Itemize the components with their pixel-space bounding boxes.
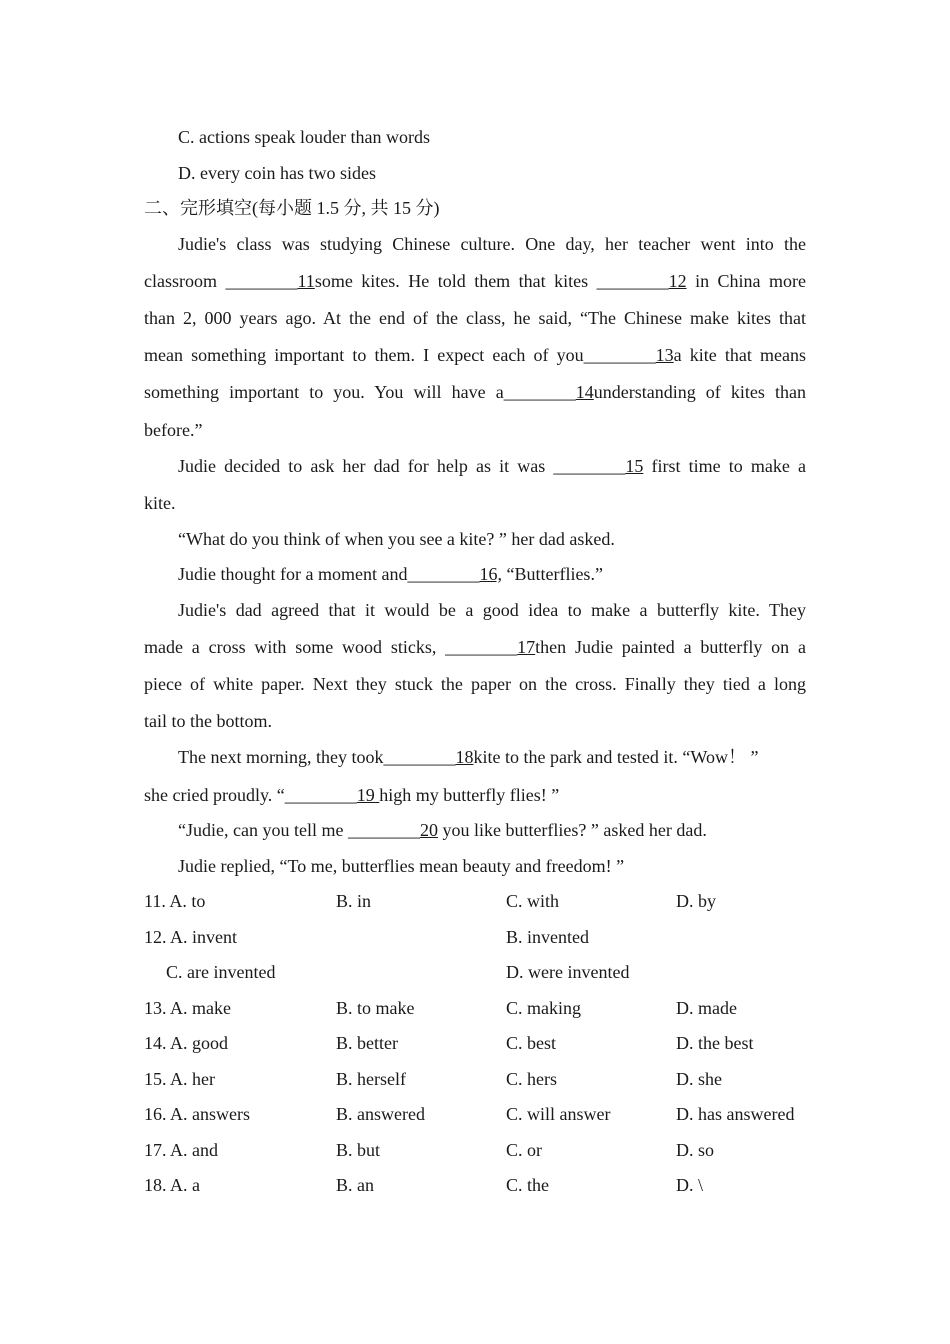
option-a: 16. A. answers bbox=[144, 1104, 250, 1124]
passage-line: Judie decided to ask her dad for help as it was ________15 first time to make a bbox=[178, 456, 806, 476]
option-a: 13. A. make bbox=[144, 998, 231, 1018]
passage-line: Judie's dad agreed that it would be a good idea to make a butterfly kite. They bbox=[178, 600, 806, 620]
passage-line: Judie thought for a moment and________16, “Butterflies.” bbox=[178, 564, 603, 584]
option-d: D. the best bbox=[676, 1033, 754, 1053]
passage-line: before.” bbox=[144, 420, 203, 440]
option-c: C. with bbox=[506, 891, 560, 911]
passage-line: she cried proudly. “________19 high my butterfly flies! ” bbox=[144, 785, 560, 805]
passage-line: tail to the bottom. bbox=[144, 711, 272, 731]
option-c: C. the bbox=[506, 1175, 549, 1195]
option-b: B. to make bbox=[336, 998, 415, 1018]
option-a: 18. A. a bbox=[144, 1175, 200, 1195]
passage-line: something important to you. You will have a________14understanding of kites than bbox=[144, 382, 806, 402]
passage-line: piece of white paper. Next they stuck the paper on the cross. Finally they tied a long bbox=[144, 674, 806, 694]
passage-line: Judie's class was studying Chinese culture. One day, her teacher went into the bbox=[178, 234, 806, 254]
option-c: C. will answer bbox=[506, 1104, 611, 1124]
option-b: B. but bbox=[336, 1140, 381, 1160]
option-d: D. made bbox=[676, 998, 737, 1018]
option-a: 17. A. and bbox=[144, 1140, 218, 1160]
blank-12: 12 bbox=[668, 271, 687, 291]
passage-line: mean something important to them. I expect each of you________13a kite that means bbox=[144, 345, 806, 365]
passage-line: than 2, 000 years ago. At the end of the class, he said, “The Chinese make kites that bbox=[144, 308, 806, 328]
option-c: C. best bbox=[506, 1033, 557, 1053]
blank-11: 11 bbox=[297, 271, 315, 291]
passage-line: Judie replied, “To me, butterflies mean beauty and freedom! ” bbox=[178, 856, 625, 876]
passage-line: classroom ________11some kites. He told them that kites ________12 in China more bbox=[144, 271, 806, 291]
passage-line: “What do you think of when you see a kite? ” her dad asked. bbox=[178, 529, 615, 549]
option-d: D. has answered bbox=[676, 1104, 795, 1124]
option-b: B. herself bbox=[336, 1069, 406, 1089]
option-b: B. an bbox=[336, 1175, 374, 1195]
option-d: D. she bbox=[676, 1069, 722, 1089]
blank-15: 15 bbox=[625, 456, 644, 476]
blank-13: 13 bbox=[655, 345, 674, 365]
blank-16: 16, bbox=[479, 564, 502, 584]
passage-line: kite. bbox=[144, 493, 176, 513]
option-c: C. or bbox=[506, 1140, 542, 1160]
blank-19: 19 bbox=[356, 785, 380, 805]
option-b: B. answered bbox=[336, 1104, 425, 1124]
option-c: C. hers bbox=[506, 1069, 557, 1089]
option-c: C. making bbox=[506, 998, 581, 1018]
blank-17: 17 bbox=[517, 637, 536, 657]
option-b: B. in bbox=[336, 891, 372, 911]
option-a: 12. A. invent bbox=[144, 927, 237, 947]
passage-line: The next morning, they took________18kite to the park and tested it. “Wow！ ” bbox=[178, 747, 759, 767]
option-b: B. better bbox=[336, 1033, 398, 1053]
option-d: D. \ bbox=[676, 1175, 703, 1195]
section-title: 二、完形填空(每小题 1.5 分, 共 15 分) bbox=[144, 198, 440, 218]
option-d: D. were invented bbox=[506, 962, 630, 982]
blank-20: 20 bbox=[419, 820, 438, 840]
option-a: 15. A. her bbox=[144, 1069, 215, 1089]
option-a: 14. A. good bbox=[144, 1033, 229, 1053]
option-d: D. by bbox=[676, 891, 716, 911]
option-c: C. are invented bbox=[166, 962, 276, 982]
prev-option-d: D. every coin has two sides bbox=[178, 163, 376, 183]
blank-14: 14 bbox=[575, 382, 594, 402]
option-b: B. invented bbox=[506, 927, 589, 947]
blank-18: 18 bbox=[455, 747, 474, 767]
option-d: D. so bbox=[676, 1140, 715, 1160]
prev-option-c: C. actions speak louder than words bbox=[178, 127, 430, 147]
option-a: 11. A. to bbox=[144, 891, 206, 911]
passage-line: “Judie, can you tell me ________20 you like butterflies? ” asked her dad. bbox=[178, 820, 707, 840]
passage-line: made a cross with some wood sticks, ________17then Judie painted a butterfly on a bbox=[144, 637, 806, 657]
